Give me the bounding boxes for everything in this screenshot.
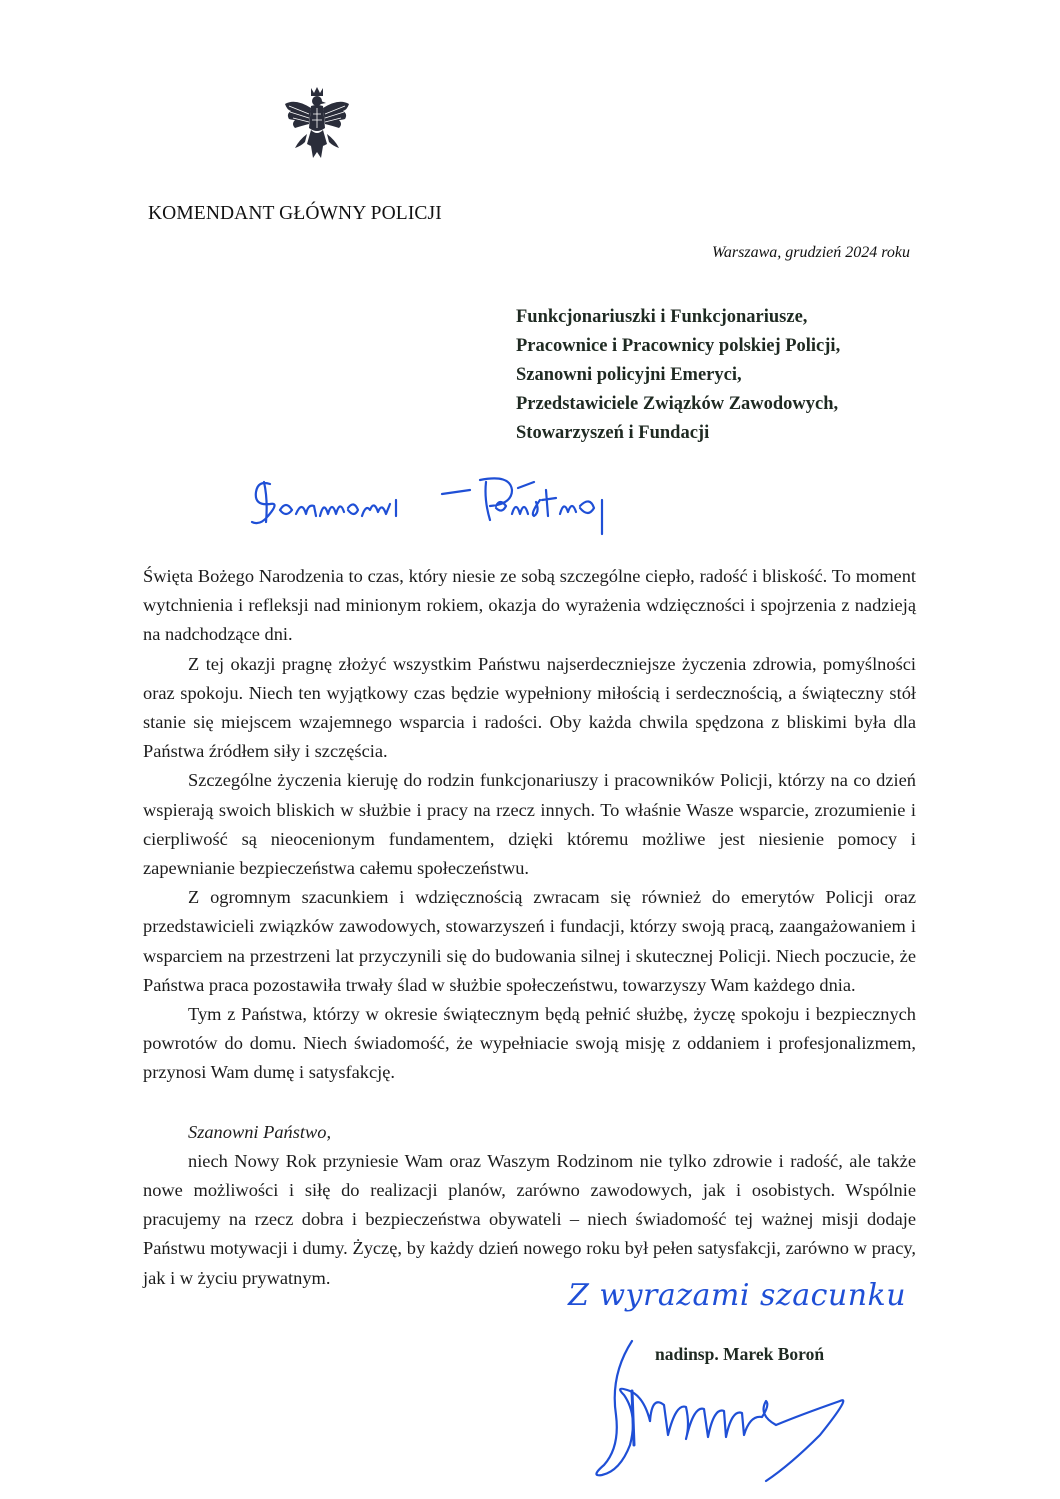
addressee-line: Szanowni policyjni Emeryci, bbox=[516, 365, 742, 385]
signature bbox=[590, 1335, 930, 1485]
signer-name: nadinsp. Marek Boroń bbox=[655, 1344, 825, 1364]
handwritten-salutation bbox=[250, 470, 730, 540]
place-date: Warszawa, grudzień 2024 roku bbox=[712, 244, 910, 261]
body-paragraph: Szczególne życzenia kieruję do rodzin funkcjonariuszy i pracowników Policji, którzy na co dzień wspierają swoich bliskich w służbie i pracy na rzecz innych. To właśnie Wasze wsparcie, zrozumienie i cierpliwość są nieocenionym fundamentem, dzięki któremu możliwe jest niesienie pomocy i zapewnianie bezpieczeństwa całemu społeczeństwu. bbox=[143, 770, 916, 879]
addressee-line: Pracownice i Pracownicy polskiej Policji, bbox=[516, 336, 841, 356]
addressee-line: Funkcjonariuszki i Funkcjonariusze, bbox=[516, 307, 808, 327]
polish-eagle-emblem bbox=[281, 84, 353, 162]
institution-name: KOMENDANT GŁÓWNY POLICJI bbox=[148, 203, 442, 224]
body-paragraph: Tym z Państwa, którzy w okresie świątecznym będą pełnić służbę, życzę spokoju i bezpiecznych powrotów do domu. Niech świadomość, że wypełniacie swoją misję z oddaniem i profesjonalizmem, przynosi Wam dumę i satysfakcję. bbox=[143, 1004, 916, 1083]
addressee-line: Przedstawiciele Związków Zawodowych, bbox=[516, 394, 839, 414]
body-paragraph: Święta Bożego Narodzenia to czas, który niesie ze sobą szczególne ciepło, radość i bliskość. To moment wytchnienia i refleksji nad minionym rokiem, okazja do wyrażenia wdzięczności i spojrzenia z nadzieją na nadchodzące dni. bbox=[143, 566, 916, 645]
letter-body bbox=[143, 562, 916, 1293]
body-paragraph: Z tej okazji pragnę złożyć wszystkim Państwu najserdeczniejsze życzenia zdrowia, pomyślności oraz spokoju. Niech ten wyjątkowy czas będzie wypełniony miłością i serdecznością, a świąteczny stół stanie się miejscem wzajemnego wsparcia i radości. Oby każda chwila spędzona z bliskimi była dla Państwa źródłem siły i szczęścia. bbox=[143, 653, 916, 762]
addressee-block bbox=[516, 303, 840, 448]
body-paragraph: Z ogromnym szacunkiem i wdzięcznością zwracam się również do emerytów Policji oraz przedstawicieli związków zawodowych, stowarzyszeń i fundacji, którzy swoją pracą, zaangażowaniem i wsparciem na przestrzeni lat przyczynili się do budowania silnej i skutecznej Policji. Niech poczucie, że Państwa praca pozostawiła trwały ślad w służbie społeczeństwu, towarzyszy Wam każdego dnia. bbox=[143, 887, 916, 995]
addressee-line: Stowarzyszeń i Fundacji bbox=[516, 423, 710, 443]
closing-paragraph: niech Nowy Rok przyniesie Wam oraz Waszym Rodzinom nie tylko zdrowie i radość, ale także nowe możliwości i siłę do realizacji planów, zarówno zawodowych, jak i osobistych. Wspólnie pracujemy na rzecz dobra i bezpieczeństwa obywateli – niech świadomość tej ważnej misji dodaje Państwu motywacji i dumy. Życzę, by każdy dzień nowego roku był pełen satysfakcji, zarówno w pracy, jak i w życiu prywatnym. bbox=[143, 1150, 916, 1288]
closing-salutation-text: Szanowni Państwo, bbox=[188, 1121, 332, 1142]
closing-salutation bbox=[143, 1118, 916, 1147]
handwritten-closing: Z wyrazami szacunku bbox=[568, 1278, 907, 1313]
